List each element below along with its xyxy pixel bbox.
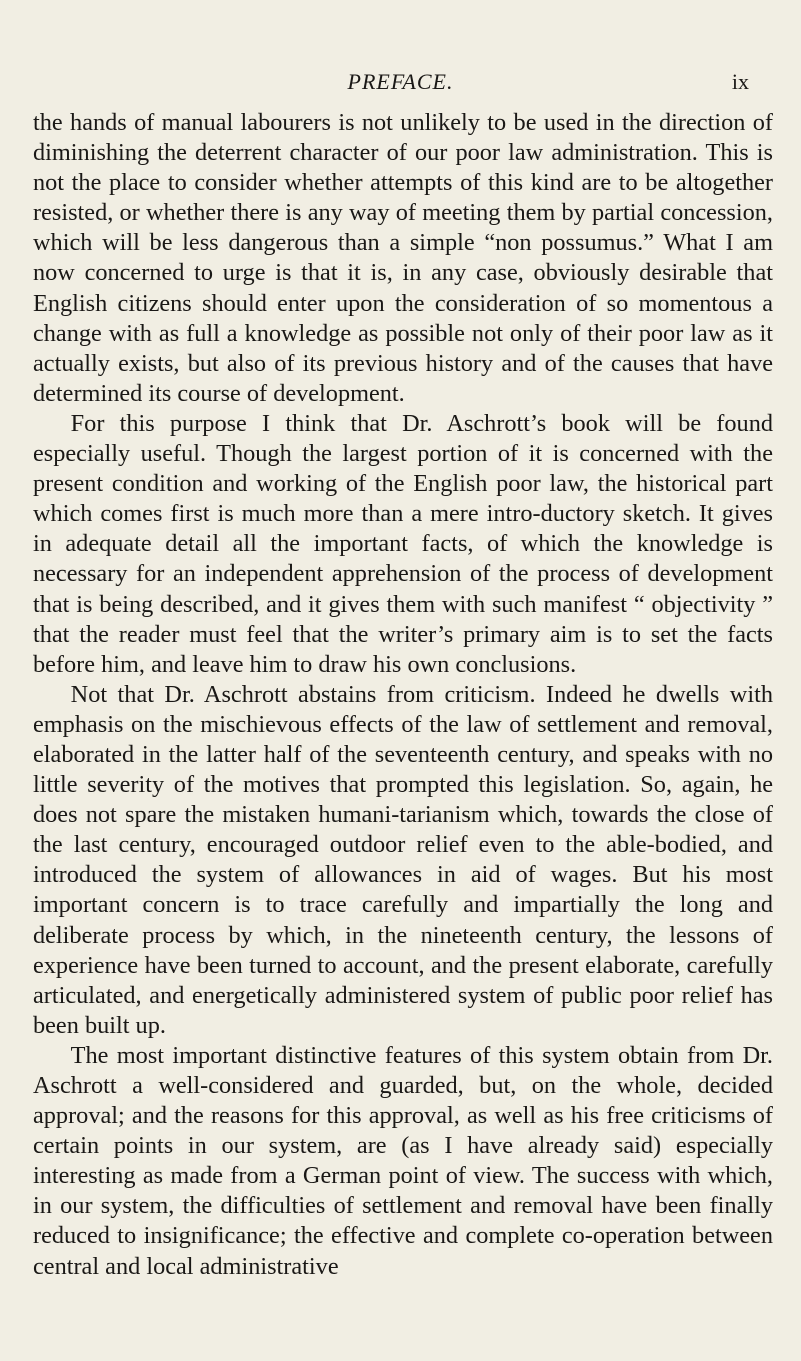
paragraph: For this purpose I think that Dr. Aschrott’s book will be found especially useful. Though the largest portion of it is concerned with the present condition and working of the English poor law, the historical part which comes first is much more than a mere intro-ductory sketch. It gives in adequate detail all the important facts, of which the knowledge is necessary for an independent apprehension of the process of development that is being described, and it gives them with such manifest “ objectivity ” that the reader must feel that the writer’s primary aim is to set the facts before him, and leave him to draw his own conclusions. <box>33 409 773 678</box>
paragraph: Not that Dr. Aschrott abstains from criticism. Indeed he dwells with emphasis on the mischievous effects of the law of settlement and removal, elaborated in the latter half of the seventeenth century, and speaks with no little severity of the motives that prompted this legislation. So, again, he does not spare the mistaken humani-tarianism which, towards the close of the last century, encouraged outdoor relief even to the able-bodied, and introduced the system of allowances in aid of wages. But his most important concern is to trace carefully and impartially the long and deliberate process by which, in the nineteenth century, the lessons of experience have been turned to account, and the present elaborate, carefully articulated, and energetically administered system of public poor relief has been built up. <box>33 680 773 1039</box>
paragraph-continued: the hands of manual labourers is not unlikely to be used in the direction of diminishing the deterrent character of our poor law administration. This is not the place to consider whether attempts of this kind are to be altogether resisted, or whether there is any way of meeting them by partial concession, which will be less dangerous than a simple “non possumus.” What I am now concerned to urge is that it is, in any case, obviously desirable that English citizens should enter upon the consideration of so momentous a change with as full a knowledge as possible not only of their poor law as it actually exists, but also of its previous history and of the causes that have determined its course of development. <box>33 109 773 407</box>
page-number: ix <box>731 69 749 94</box>
running-title: PREFACE. <box>347 69 454 94</box>
paragraph: The most important distinctive features of this system obtain from Dr. Aschrott a well-considered and guarded, but, on the whole, decided approval; and the reasons for this approval, as well as his free criticisms of certain points in our system, are (as I have already said) especially interesting as made from a German point of view. The success with which, in our system, the difficulties of settlement and removal have been finally reduced to insignificance; the effective and complete co-operation between central and local administrative <box>33 1041 773 1280</box>
running-head <box>0 68 801 96</box>
body-text <box>33 108 773 1282</box>
